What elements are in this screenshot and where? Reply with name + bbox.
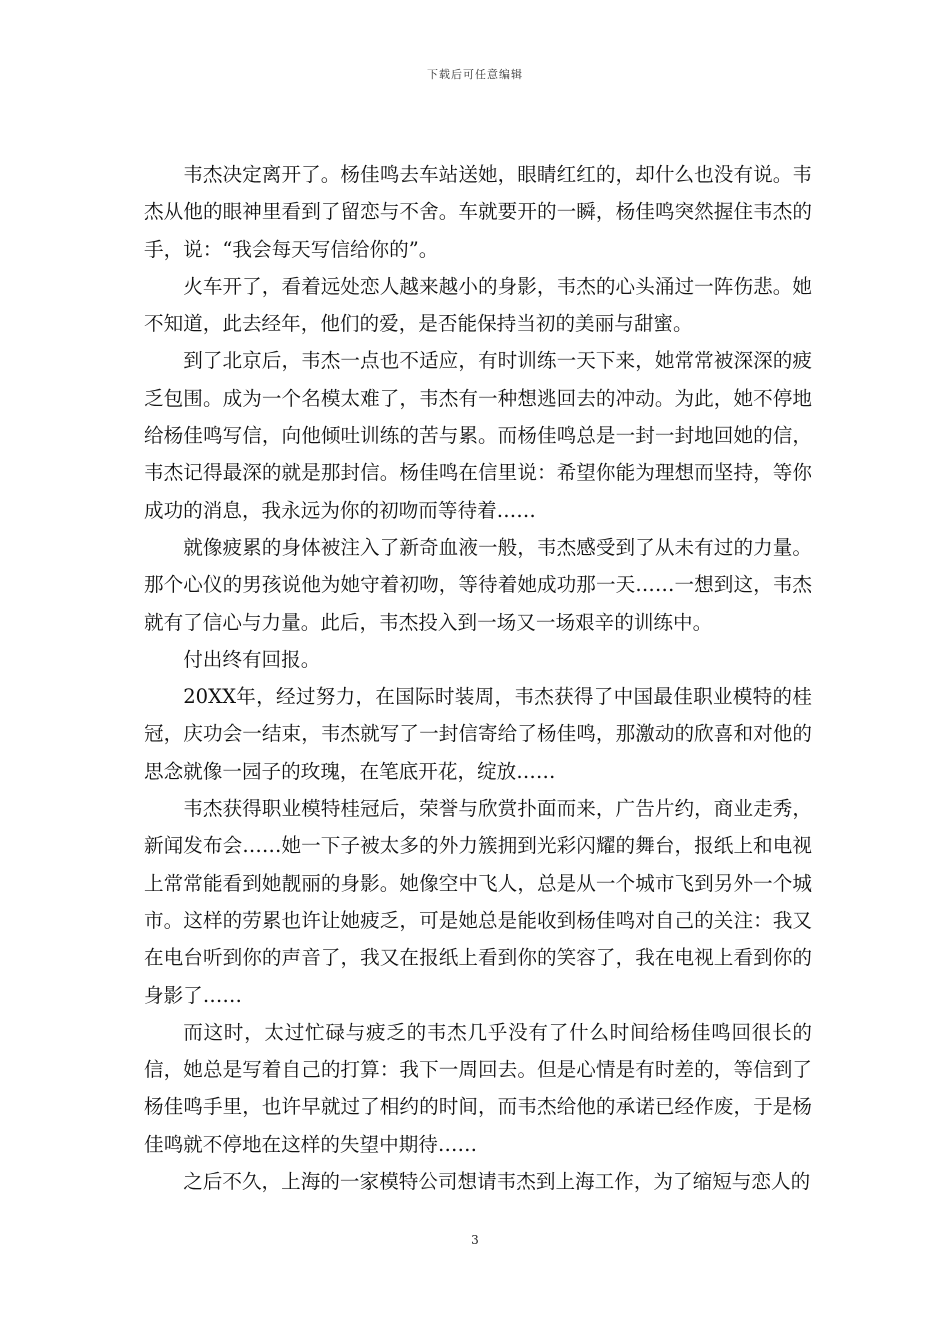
paragraph: 就像疲累的身体被注入了新奇血液一般，韦杰感受到了从未有过的力量。那个心仪的男孩说他为她守着初吻，等待着她成功那一天……一想到这，韦杰就有了信心与力量。此后，韦杰投入到一场又一场艰辛的训练中。 [144, 535, 812, 634]
paragraph: 20XX年，经过努力，在国际时装周，韦杰获得了中国最佳职业模特的桂冠，庆功会一结束，韦杰就写了一封信寄给了杨佳鸣，那激动的欣喜和对他的思念就像一园子的玫瑰，在笔底开花，绽放…… [144, 685, 812, 783]
document-body [144, 156, 812, 1200]
paragraph: 而这时，太过忙碌与疲乏的韦杰几乎没有了什么时间给杨佳鸣回很长的信，她总是写着自己的打算：我下一周回去。但是心情是有时差的，等信到了杨佳鸣手里，也许早就过了相约的时间，而韦杰给他的承诺已经作废，于是杨佳鸣就不停地在这样的失望中期待…… [144, 1020, 812, 1156]
paragraph: 到了北京后，韦杰一点也不适应，有时训练一天下来，她常常被深深的疲乏包围。成为一个名模太难了，韦杰有一种想逃回去的冲动。为此，她不停地给杨佳鸣写信，向他倾吐训练的苦与累。而杨佳鸣总是一封一封地回她的信，韦杰记得最深的就是那封信。杨佳鸣在信里说：希望你能为理想而坚持，等你成功的消息，我永远为你的初吻而等待着…… [144, 349, 812, 522]
paragraph: 付出终有回报。 [183, 647, 321, 671]
page-header: 下载后可任意编辑 [427, 68, 523, 81]
page-number: 3 [471, 1233, 479, 1247]
paragraph: 韦杰决定离开了。杨佳鸣去车站送她，眼睛红红的，却什么也没有说。韦杰从他的眼神里看到了留恋与不舍。车就要开的一瞬，杨佳鸣突然握住韦杰的手，说：“我会每天写信给你的”。 [144, 163, 812, 261]
paragraph: 韦杰获得职业模特桂冠后，荣誉与欣赏扑面而来，广告片约，商业走秀，新闻发布会……她一下子被太多的外力簇拥到光彩闪耀的舞台，报纸上和电视上常常能看到她靓丽的身影。她像空中飞人，总是从一个城市飞到另外一个城市。这样的劳累也许让她疲乏，可是她总是能收到杨佳鸣对自己的关注：我又在电台听到你的声音了，我又在报纸上看到你的笑容了，我在电视上看到你的身影了…… [144, 797, 812, 1007]
paragraph: 火车开了，看着远处恋人越来越小的身影，韦杰的心头涌过一阵伤悲。她不知道，此去经年，他们的爱，是否能保持当初的美丽与甜蜜。 [144, 274, 812, 336]
paragraph: 之后不久，上海的一家模特公司想请韦杰到上海工作，为了缩短与恋人的 [183, 1170, 811, 1194]
